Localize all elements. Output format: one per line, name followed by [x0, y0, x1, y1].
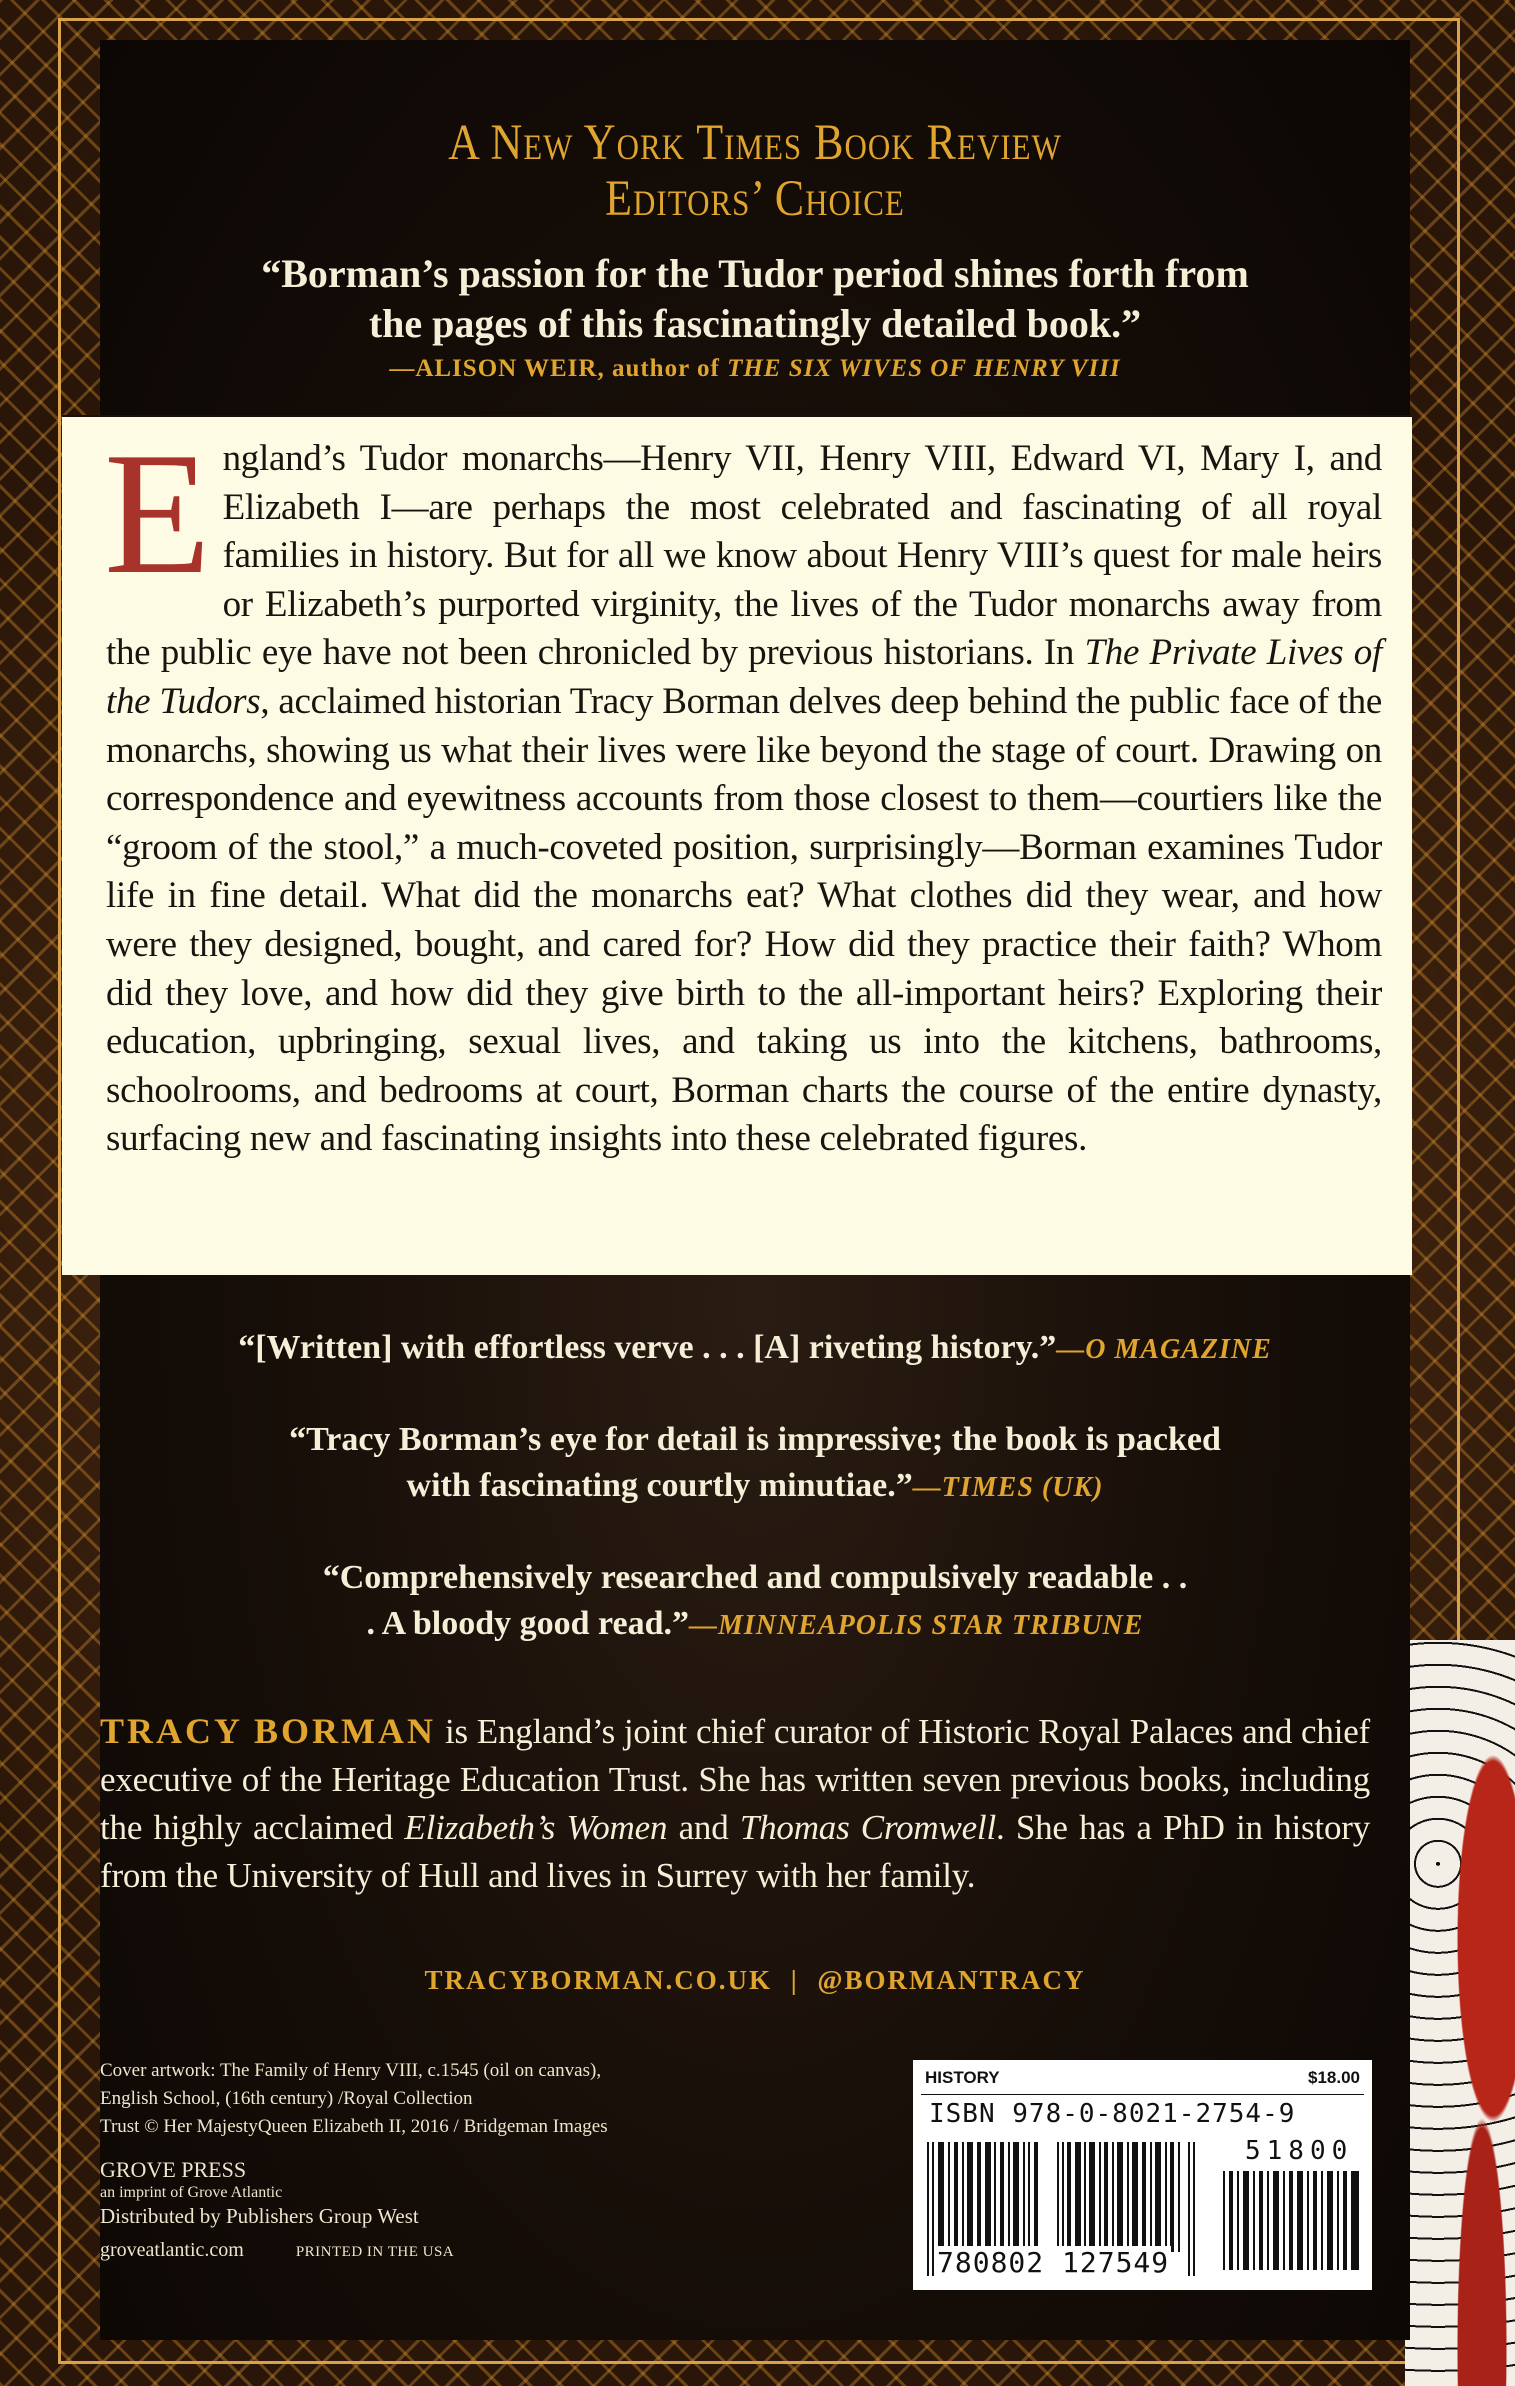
cover-painting-fragment: [1405, 1640, 1515, 2386]
review-text: “Tracy Borman’s eye for detail is impressive; the book is packed with fascinating courtly minutiae.”: [289, 1421, 1221, 1504]
review-source: —O MAGAZINE: [1056, 1334, 1272, 1365]
book-category: HISTORY: [925, 2068, 1000, 2087]
synopsis-part-1: ngland’s Tudor monarchs—Henry VII, Henry VIII, Edward VI, Mary I, and Elizabeth I—are perhaps the most celebrated and fascinating of all royal families in history. But for all we know about Henry VIII’s quest for male heirs or Elizabeth’s purported virginity, the lives of the Tudor monarchs away from the public eye have not been chronicled by previous historians. In: [106, 438, 1382, 674]
bio-book-1: Elizabeth’s Women: [404, 1808, 668, 1847]
cover-credits: [100, 2057, 608, 2141]
synopsis-box: [62, 415, 1412, 1275]
bio-and: and: [667, 1808, 740, 1847]
drop-cap: E: [104, 416, 211, 610]
barcode-header: [921, 2066, 1364, 2095]
author-bio: [100, 1707, 1370, 1900]
reviews-section: [100, 1325, 1410, 1693]
price-barcode-icon: [1223, 2171, 1359, 2270]
attribution-author: —ALISON WEIR, author of: [389, 355, 728, 382]
credit-line-2: English School, (16th century) /Royal Collection: [100, 2088, 473, 2109]
award-line-2: Editors’ Choice: [605, 170, 905, 227]
synopsis-part-2: , acclaimed historian Tracy Borman delves deep behind the public face of the monarchs, showing us what their lives were like beyond the stage of court. Drawing on correspondence and eyewitness accounts from those closest to them—courtiers like the “groom of the stool,” a much-coveted position, surprisingly—Borman examines Tudor life in fine detail. What did the monarchs eat? What clothes did they wear, and how were they designed, bought, and cared for? How did they practice their faith? Whom did they love, and how did they give birth to the all-important heirs? Exploring their education, upbringing, sexual lives, and taking us into the kitchens, bathrooms, schoolrooms, and bedrooms at court, Borman charts the course of the entire dynasty, surfacing new and fascinating insights into these celebrated figures.: [106, 680, 1382, 1160]
printed-in: PRINTED IN THE USA: [295, 2244, 455, 2260]
review-source: —TIMES (UK): [912, 1472, 1104, 1503]
review-source: —MINNEAPOLIS STAR TRIBUNE: [689, 1610, 1144, 1641]
review-text: “[Written] with effortless verve . . . [A] riveting history.”: [238, 1329, 1057, 1366]
book-title-italic: The Private Lives of the Tudors: [106, 632, 1382, 722]
award-line-1: A New York Times Book Review: [448, 114, 1062, 171]
synopsis-text: [104, 416, 1382, 1164]
isbn-text: ISBN 978-0-8021-2754-9: [929, 2099, 1296, 2129]
link-separator: |: [790, 1965, 799, 1995]
review-text: “Comprehensively researched and compulsively readable . . . A bloody good read.”: [322, 1559, 1188, 1642]
header-section: [100, 115, 1410, 383]
publisher-footer: [100, 2239, 454, 2262]
book-price: $18.00: [1308, 2068, 1360, 2087]
publisher-distributor: Distributed by Publishers Group West: [100, 2204, 419, 2228]
author-website-link[interactable]: TRACYBORMAN.CO.UK: [424, 1965, 772, 1995]
author-name: TRACY BORMAN: [100, 1711, 437, 1751]
featured-quote-attribution: [100, 355, 1410, 383]
barcode-number: 780802 127549: [937, 2246, 1170, 2279]
featured-quote-text: “Borman’s passion for the Tudor period shines forth from the pages of this fascinatingly detailed book.”: [261, 251, 1249, 346]
bio-book-2: Thomas Cromwell: [739, 1808, 996, 1847]
publisher-name: GROVE PRESS: [100, 2157, 247, 2182]
credit-line-3: Trust © Her MajestyQueen Elizabeth II, 2016 / Bridgeman Images: [100, 2116, 608, 2137]
review-item: [100, 1325, 1410, 1373]
barcode-label: [913, 2060, 1372, 2290]
publisher-info: [100, 2157, 454, 2262]
publisher-website-link[interactable]: groveatlantic.com: [100, 2239, 244, 2261]
bio-text-1: is England’s joint chief curator of Historic Royal Palaces and chief executive of the Heritage Education Trust. She has written seven previous books, including the highly acclaimed: [100, 1712, 1371, 1847]
review-item: [100, 1555, 1410, 1649]
bio-text-2: . She has a PhD in history from the University of Hull and lives in Surrey with her family.: [100, 1808, 1371, 1895]
author-links: [100, 1965, 1410, 1996]
credit-line-1: Cover artwork: The Family of Henry VIII, c.1545 (oil on canvas),: [100, 2060, 602, 2081]
price-code: 51800: [1245, 2136, 1354, 2166]
attribution-book-title: THE SIX WIVES OF HENRY VIII: [727, 355, 1121, 382]
review-item: [100, 1417, 1410, 1511]
publisher-imprint: an imprint of Grove Atlantic: [100, 2184, 283, 2201]
featured-quote: [100, 249, 1410, 349]
author-twitter-link[interactable]: @BORMANTRACY: [817, 1965, 1086, 1995]
